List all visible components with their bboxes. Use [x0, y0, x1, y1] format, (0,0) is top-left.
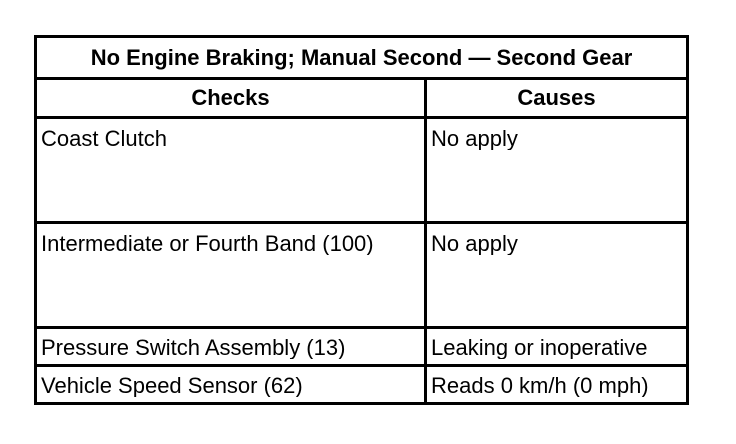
- check-text: Pressure Switch Assembly (13): [41, 335, 346, 359]
- check-text: Coast Clutch: [41, 126, 167, 150]
- cause-cell: [426, 328, 688, 366]
- table-row: [36, 328, 688, 366]
- diagnosis-table: [34, 35, 689, 405]
- check-cell: [36, 328, 426, 366]
- table-row: [36, 366, 688, 404]
- cause-cell: [426, 223, 688, 328]
- header-causes: Causes: [426, 79, 688, 118]
- cause-text: No apply: [431, 126, 518, 150]
- cause-text: No apply: [431, 231, 518, 255]
- cause-cell: [426, 118, 688, 223]
- table-title: No Engine Braking; Manual Second — Second Gear: [36, 37, 688, 79]
- cause-text: Reads 0 km/h (0 mph): [431, 373, 649, 397]
- table-row: [36, 118, 688, 223]
- check-cell: [36, 118, 426, 223]
- table-row: [36, 223, 688, 328]
- cause-text: Leaking or inoperative: [431, 335, 648, 359]
- cause-cell: [426, 366, 688, 404]
- check-text: Vehicle Speed Sensor (62): [41, 373, 303, 397]
- header-row: [36, 79, 688, 118]
- check-cell: [36, 366, 426, 404]
- check-text: Intermediate or Fourth Band (100): [41, 231, 374, 255]
- check-cell: [36, 223, 426, 328]
- title-row: [36, 37, 688, 79]
- header-checks: Checks: [36, 79, 426, 118]
